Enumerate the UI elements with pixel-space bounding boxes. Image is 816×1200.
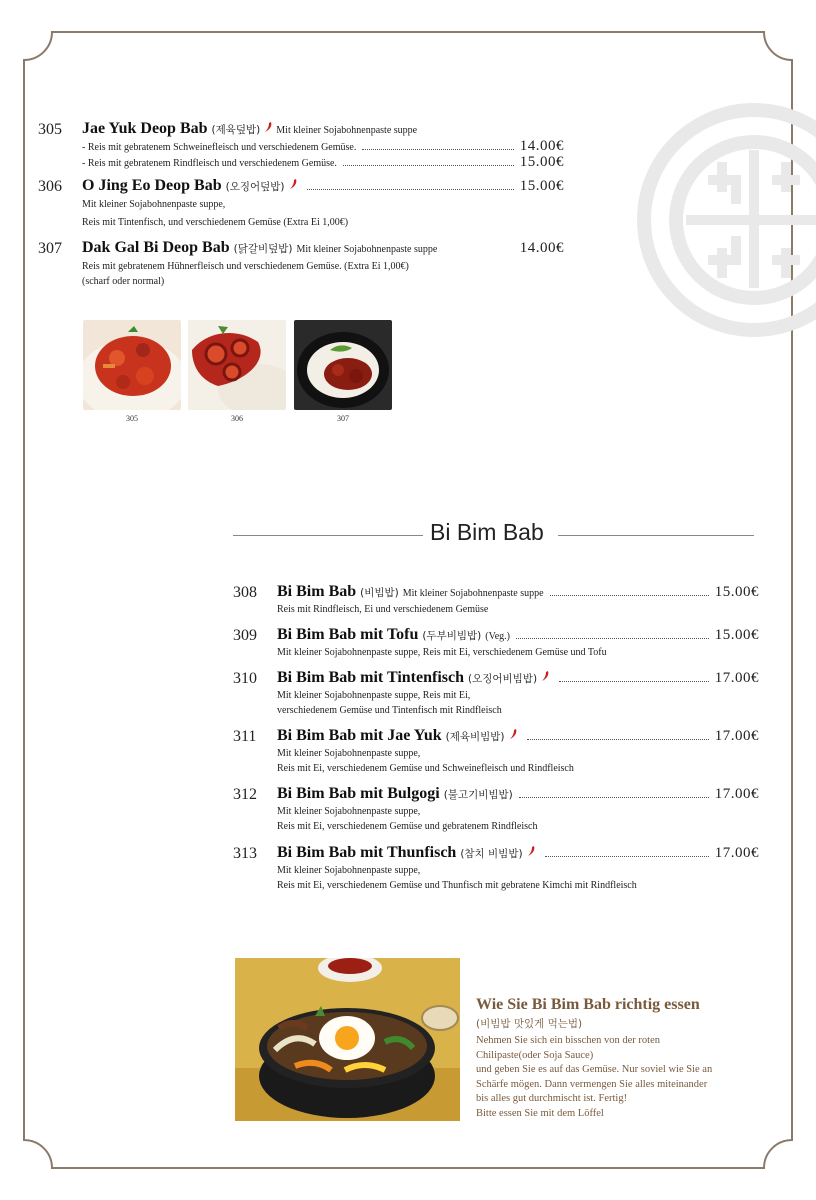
photo-caption: 305 (126, 414, 138, 423)
description-line: Mit kleiner Sojabohnenpaste suppe, Reis mit Ei, verschiedenem Gemüse und Tofu (277, 647, 607, 658)
item-number: 310 (233, 670, 257, 687)
item-name: Bi Bim Bab mit Thunfisch (277, 844, 457, 861)
item-number: 307 (38, 240, 62, 257)
dish-photo-307 (294, 320, 392, 410)
chili-icon (507, 728, 519, 740)
description-line: Reis mit gebratenem Hühnerfleisch und verschiedenem Gemüse. (Extra Ei 1,00€) (82, 261, 409, 272)
howto-title: Wie Sie Bi Bim Bab richtig essen (476, 996, 700, 1013)
item-name: Jae Yuk Deop Bab (82, 120, 208, 137)
item-price: 15.00€ (714, 627, 759, 643)
item-price: 17.00€ (714, 845, 759, 861)
photo-caption: 307 (337, 414, 349, 423)
item-price: 17.00€ (714, 786, 759, 802)
chili-icon (525, 845, 537, 857)
item-description (277, 863, 637, 893)
description-line: Reis mit Ei, verschiedenem Gemüse und gebratenem Rindfleisch (277, 821, 538, 832)
item-number: 312 (233, 786, 257, 803)
item-title-row (277, 669, 759, 687)
description-line: (scharf oder normal) (82, 276, 165, 287)
section-divider-right (558, 535, 754, 536)
item-price: 15.00€ (519, 154, 564, 170)
howto-line: bis alles gut durchmischt ist. Fertig! (476, 1093, 628, 1104)
item-title-row (277, 583, 759, 601)
item-price: 14.00€ (519, 138, 564, 154)
chili-icon (262, 121, 274, 133)
bibimbap-photo (235, 958, 460, 1121)
leader-dots (559, 680, 709, 682)
description-line: Reis mit Ei, verschiedenem Gemüse und Schweinefleisch und Rindfleisch (277, 763, 574, 774)
item-description (277, 602, 488, 617)
chili-icon (539, 670, 551, 682)
item-title-row (277, 785, 759, 803)
description-line: Mit kleiner Sojabohnenpaste suppe, (82, 199, 226, 210)
item-variant-row (82, 138, 564, 155)
dish-photo-305 (83, 320, 181, 410)
item-korean-name: (오징어비빔밥) (468, 673, 538, 685)
item-name: Bi Bim Bab mit Tintenfisch (277, 669, 464, 686)
item-number: 309 (233, 627, 257, 644)
dish-photo-306 (188, 320, 286, 410)
howto-text (476, 1034, 766, 1121)
description-line: verschiedenem Gemüse und Tintenfisch mit Rindfleisch (277, 705, 502, 716)
item-title-row (277, 727, 759, 745)
item-variant-text: - Reis mit gebratenem Rindfleisch und verschiedenem Gemüse. (82, 158, 337, 169)
item-price: 15.00€ (714, 584, 759, 600)
item-name: Bi Bim Bab mit Tofu (277, 626, 419, 643)
howto-line: Chilipaste(oder Soja Sauce) (476, 1049, 594, 1061)
item-korean-name: (닭갈비덮밥) (233, 243, 293, 255)
item-name: O Jing Eo Deop Bab (82, 177, 222, 194)
item-number: 306 (38, 178, 62, 195)
korean-pattern-emblem (626, 92, 816, 348)
item-korean-name: (제육비빔밥) (445, 731, 505, 743)
item-title-row (277, 844, 759, 862)
leader-dots (550, 594, 709, 596)
item-korean-name: (제육덮밥) (211, 124, 261, 136)
chili-icon (287, 178, 299, 190)
description-line: Mit kleiner Sojabohnenpaste suppe, (277, 865, 421, 876)
item-description (82, 197, 348, 230)
item-variant-row (82, 154, 564, 171)
item-korean-name: (비빔밥) (360, 587, 399, 599)
description-line: Reis mit Tintenfisch, und verschiedenem Gemüse (Extra Ei 1,00€) (82, 217, 349, 228)
section-title: Bi Bim Bab (430, 519, 544, 545)
item-name: Bi Bim Bab (277, 583, 357, 600)
leader-dots (516, 637, 709, 639)
howto-line: Nehmen Sie sich ein bisschen von der roten (476, 1035, 660, 1046)
item-title-row (82, 120, 417, 138)
item-number: 313 (233, 845, 257, 862)
leader-dots (362, 148, 513, 150)
description-line: Mit kleiner Sojabohnenpaste suppe, Reis mit Ei, (277, 690, 471, 701)
leader-dots (343, 164, 514, 166)
section-divider-left (233, 535, 423, 536)
description-line: Mit kleiner Sojabohnenpaste suppe, (277, 748, 421, 759)
item-title-row (82, 177, 564, 195)
item-note: Mit kleiner Sojabohnenpaste suppe (402, 588, 544, 599)
item-price: 15.00€ (519, 178, 564, 194)
item-name: Bi Bim Bab mit Bulgogi (277, 785, 440, 802)
howto-line: und geben Sie es auf das Gemüse. Nur soviel wie Sie an (476, 1064, 713, 1075)
description-line: Mit kleiner Sojabohnenpaste suppe, (277, 806, 421, 817)
leader-dots (545, 855, 709, 857)
howto-line: Bitte essen Sie mit dem Löffel (476, 1107, 604, 1119)
item-variant-text: - Reis mit gebratenem Schweinefleisch und verschiedenem Gemüse. (82, 142, 357, 153)
item-korean-name: (불고기비빔밥) (443, 789, 513, 801)
item-number: 311 (233, 728, 257, 745)
item-title-row (277, 626, 759, 644)
item-note: Mit kleiner Sojabohnenpaste suppe (296, 244, 438, 255)
leader-dots (307, 188, 514, 190)
item-korean-name: (두부비빔밥) (422, 630, 482, 642)
item-note: Mit kleiner Sojabohnenpaste suppe (276, 125, 418, 136)
item-description (277, 804, 537, 834)
item-title-row (82, 239, 564, 257)
howto-line: Schärfe mögen. Dann vermengen Sie alles miteinander (476, 1078, 708, 1090)
item-description (82, 259, 409, 289)
item-price: 17.00€ (714, 670, 759, 686)
item-korean-name: (참치 비빔밥) (460, 848, 523, 860)
item-note: (Veg.) (485, 631, 511, 642)
item-name: Bi Bim Bab mit Jae Yuk (277, 727, 442, 744)
item-number: 305 (38, 121, 62, 138)
description-line: Reis mit Ei, verschiedenem Gemüse und Thunfisch mit gebratene Kimchi mit Rindfleisch (277, 880, 637, 891)
howto-subtitle: (비빔밥 맛있게 먹는법) (476, 1018, 583, 1030)
item-description (277, 746, 574, 776)
item-description (277, 688, 502, 718)
photo-caption: 306 (231, 414, 243, 423)
leader-dots (519, 796, 709, 798)
item-korean-name: (오징어덮밥) (225, 181, 285, 193)
item-description (277, 645, 607, 660)
item-price: 17.00€ (714, 728, 759, 744)
leader-dots (527, 738, 709, 740)
item-number: 308 (233, 584, 257, 601)
leader-dots (443, 251, 513, 252)
item-price: 14.00€ (519, 240, 564, 256)
description-line: Reis mit Rindfleisch, Ei und verschiedenem Gemüse (277, 604, 489, 615)
item-name: Dak Gal Bi Deop Bab (82, 239, 230, 256)
